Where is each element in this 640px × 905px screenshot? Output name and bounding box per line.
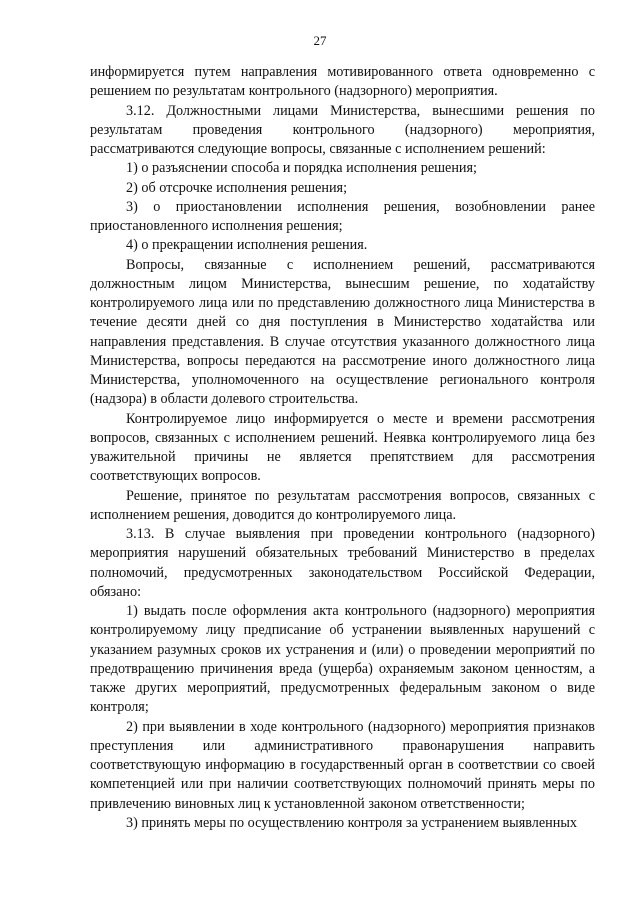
paragraph-section-3-12: 3.12. Должностными лицами Министерства, вынесшими решения по результатам проведения контрольного (надзорного) мероприятия, рассматриваются следующие вопросы, связанные с исполнением решений: — [90, 102, 595, 157]
list-item-deferral: 2) об отсрочке исполнения решения; — [126, 179, 348, 196]
paragraph-continuation: информируется путем направления мотивированного ответа одновременно с решением по результатам контрольного (надзорного) мероприятия. — [90, 64, 595, 100]
list-item-suspension: 3) о приостановлении исполнения решения, возобновлении ранее приостановленного исполнения решения; — [90, 198, 595, 234]
list-item-issue-order: 1) выдать после оформления акта контрольного (надзорного) мероприятия контролируемому лицу предписание об устранении выявленных нарушений с указанием разумных сроков их устранения и (или) о проведении мероприятий по предотвращению причинения вреда (ущерба) охраняемым законом ценностям, а также других мероприятий, предусмотренных федеральным законом о виде контроля; — [90, 603, 595, 716]
page-number: 27 — [313, 33, 327, 48]
list-item-clarification: 1) о разъяснении способа и порядка исполнения решения; — [126, 160, 477, 177]
document-body — [90, 63, 595, 833]
list-item-termination: 4) о прекращении исполнения решения. — [126, 237, 368, 254]
paragraph-review-procedure: Вопросы, связанные с исполнением решений, рассматриваются должностным лицом Министерства, вынесшим решение, по ходатайству контролируемого лица или по представлению должностного лица Министерства в течение десяти дней со дня поступления в Министерство ходатайства или направления представления. В случае отсутствия указанного должностного лица Министерства, вопросы передаются на рассмотрение иного должностного лица Министерства, уполномоченного на осуществление регионального контроля (надзора) в области долевого строительства. — [90, 256, 595, 408]
list-item-control-measures: 3) принять меры по осуществлению контроля за устранением выявленных — [126, 814, 577, 831]
paragraph-decision-delivery: Решение, принятое по результатам рассмотрения вопросов, связанных с исполнением решения, доводится до контролируемого лица. — [90, 487, 595, 523]
paragraph-notification: Контролируемое лицо информируется о месте и времени рассмотрения вопросов, связанных с исполнением решений. Неявка контролируемого лица без уважительной причины не является препятствием для рассмотрения соответствующих вопросов. — [90, 410, 595, 485]
list-item-report-violation: 2) при выявлении в ходе контрольного (надзорного) мероприятия признаков преступления или административного правонарушения направить соответствующую информацию в государственный орган в соответствии со своей компетенцией или при наличии соответствующих полномочий принять меры по привлечению виновных лиц к установленной законом ответственности; — [90, 718, 595, 812]
paragraph-section-3-13: 3.13. В случае выявления при проведении контрольного (надзорного) мероприятия нарушений обязательных требований Министерство в пределах полномочий, предусмотренных законодательством Российской Федерации, обязано: — [90, 526, 595, 600]
